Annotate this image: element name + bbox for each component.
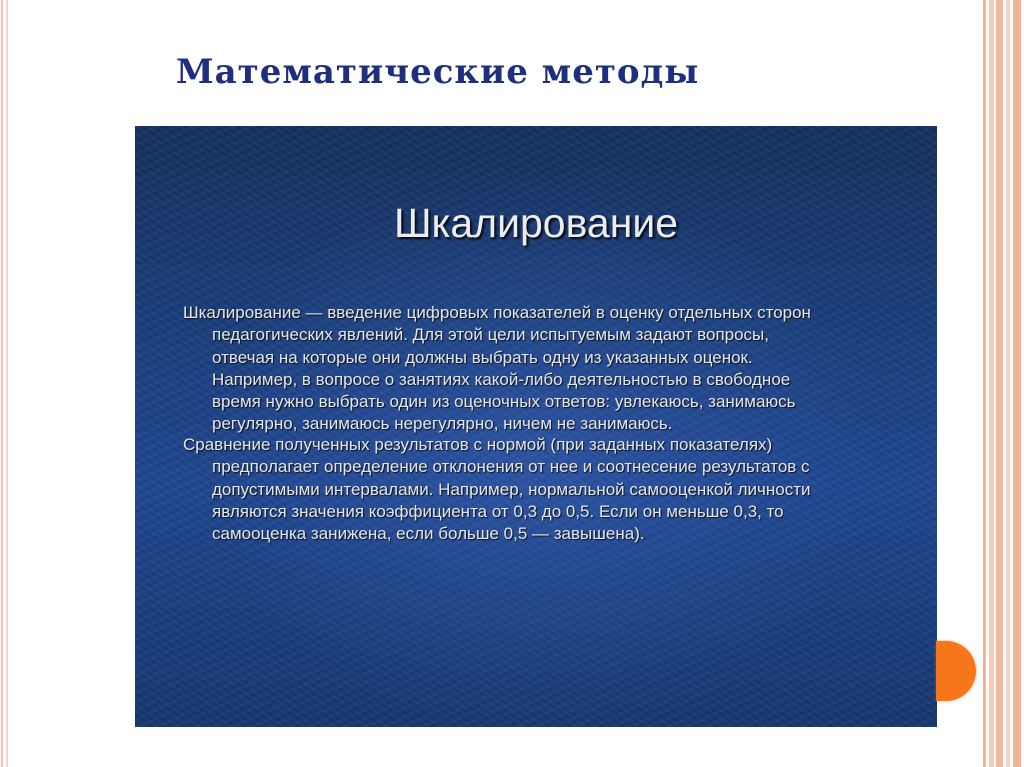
paragraph-comparison: [183, 434, 895, 545]
right-border-stripe: [1006, 0, 1010, 767]
right-border-stripe: [983, 0, 986, 767]
text-line: Сравнение полученных результатов с нормой (при заданных показателях): [183, 435, 773, 454]
left-border-line: [6, 0, 8, 767]
text-line: предполагает определение отклонения от нее и соотнесение результатов с: [212, 457, 810, 477]
panel-heading: Шкалирование: [393, 200, 679, 246]
right-border-stripe: [989, 0, 994, 767]
text-line: самооценка занижена, если больше 0,5 — завышена).: [212, 524, 645, 544]
text-line: являются значения коэффициента от 0,3 до 0,5. Если он меньше 0,3, то: [212, 501, 784, 521]
text-line: Например, в вопросе о занятиях какой-либо деятельностью в свободное: [212, 369, 791, 389]
paragraph-scaling: [183, 302, 895, 436]
right-border-stripe: [1013, 0, 1021, 767]
slide-title: Математические методы: [176, 52, 700, 92]
text-line: допустимыми интервалами. Например, нормальной самооценкой личности: [212, 479, 811, 499]
left-border-line: [1, 0, 3, 767]
decorative-orange-circle: [936, 641, 976, 701]
embedded-slide-panel: [135, 126, 937, 727]
right-border-stripe: [996, 0, 1003, 767]
text-line: время нужно выбрать один из оценочных ответов: увлекаюсь, занимаюсь: [212, 392, 796, 412]
text-line: педагогических явлений. Для этой цели испытуемым задают вопросы,: [212, 325, 769, 345]
text-line: регулярно, занимаюсь нерегулярно, ничем не занимаюсь.: [212, 414, 673, 434]
text-line: Шкалирование — введение цифровых показателей в оценку отдельных сторон: [183, 303, 811, 322]
text-line: отвечая на которые они должны выбрать одну из указанных оценок.: [212, 347, 753, 367]
